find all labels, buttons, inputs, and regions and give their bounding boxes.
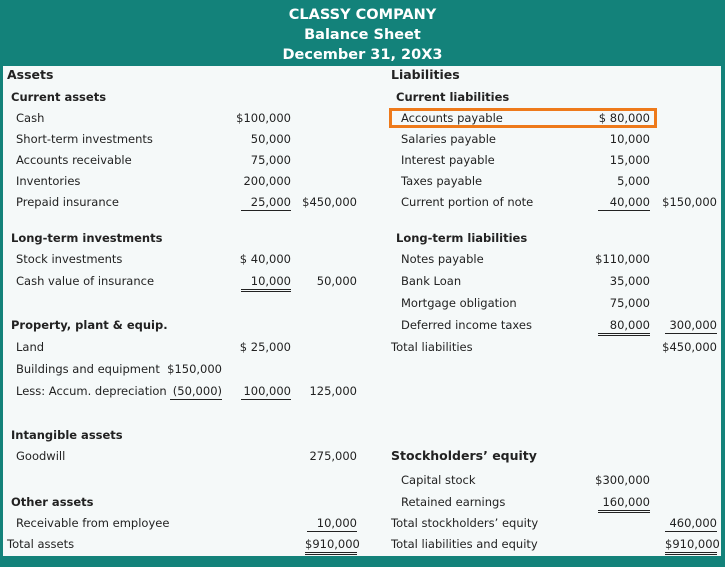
total-liabilities-equity-value: $910,000 [665, 537, 717, 555]
equity-amount: 160,000 [598, 495, 650, 513]
long-term-liabilities-total: 300,000 [665, 318, 717, 334]
total-liabilities-value: $450,000 [662, 340, 717, 354]
assets-heading: Assets [7, 67, 54, 82]
long-term-liabilities-heading: Long-term liabilities [396, 231, 528, 245]
right-border [721, 66, 725, 556]
equity-amount: $300,000 [595, 473, 650, 487]
left-border [0, 66, 3, 556]
liability-amount: 10,000 [609, 132, 650, 146]
asset-amount: 50,000 [250, 132, 291, 146]
liability-label: Accounts payable [401, 111, 503, 125]
intangible-total: 275,000 [309, 449, 357, 463]
statement-title: Balance Sheet [304, 27, 421, 43]
asset-amount: $ 40,000 [239, 252, 291, 266]
asset-label: Stock investments [16, 252, 123, 266]
liability-amount: $ 80,000 [598, 111, 650, 125]
liability-label: Taxes payable [401, 174, 483, 188]
asset-label: Land [16, 340, 45, 354]
liability-amount: 35,000 [609, 274, 650, 288]
asset-label: Buildings and equipment [16, 362, 160, 376]
asset-amount: 200,000 [243, 174, 291, 188]
total-equity-value: 460,000 [665, 516, 717, 532]
company-name: CLASSY COMPANY [288, 7, 437, 23]
asset-label: Short-term investments [16, 132, 153, 146]
asset-amount: 100,000 [241, 384, 291, 400]
asset-pre-amount: (50,000) [170, 384, 222, 400]
asset-label: Prepaid insurance [16, 195, 120, 209]
asset-label: Goodwill [16, 449, 66, 463]
asset-label: Less: Accum. depreciation [16, 384, 167, 398]
sheet-header [0, 0, 725, 66]
liability-amount: $110,000 [595, 252, 650, 266]
liability-amount: 80,000 [598, 318, 650, 336]
asset-label: Cash value of insurance [16, 274, 155, 288]
asset-amount: $100,000 [236, 111, 291, 125]
liability-amount: 5,000 [617, 174, 650, 188]
asset-pre-amount: $150,000 [167, 362, 222, 376]
liability-label: Mortgage obligation [401, 296, 517, 310]
total-liabilities-label: Total liabilities [391, 340, 473, 354]
liability-amount: 40,000 [598, 195, 650, 211]
liabilities-heading: Liabilities [391, 67, 460, 82]
equity-label: Capital stock [401, 473, 476, 487]
liability-label: Current portion of note [401, 195, 534, 209]
asset-label: Cash [16, 111, 45, 125]
asset-amount: 75,000 [250, 153, 291, 167]
asset-label: Receivable from employee [16, 516, 170, 530]
statement-date: December 31, 20X3 [282, 47, 443, 63]
asset-amount: 10,000 [241, 274, 291, 292]
total-assets-value: $910,000 [305, 537, 357, 555]
asset-label: Inventories [16, 174, 81, 188]
sheet-footer [0, 556, 725, 567]
asset-amount: 25,000 [241, 195, 291, 211]
liability-amount: 75,000 [609, 296, 650, 310]
equity-label: Retained earnings [401, 495, 506, 509]
liability-amount: 15,000 [609, 153, 650, 167]
current-liabilities-heading: Current liabilities [396, 90, 510, 104]
ppe-total: 125,000 [309, 384, 357, 398]
current-assets-total: $450,000 [302, 195, 357, 209]
liability-label: Interest payable [401, 153, 495, 167]
liability-label: Deferred income taxes [401, 318, 532, 332]
long-term-investments-total: 50,000 [316, 274, 357, 288]
asset-label: Accounts receivable [16, 153, 132, 167]
total-assets-label: Total assets [7, 537, 75, 551]
intangible-assets-heading: Intangible assets [11, 428, 123, 442]
current-liabilities-total: $150,000 [662, 195, 717, 209]
equity-heading: Stockholders’ equity [391, 448, 537, 463]
other-assets-total: 10,000 [307, 516, 357, 532]
total-equity-label: Total stockholders’ equity [391, 516, 539, 530]
total-liabilities-equity-label: Total liabilities and equity [391, 537, 538, 551]
long-term-investments-heading: Long-term investments [11, 231, 163, 245]
other-assets-heading: Other assets [11, 495, 94, 509]
asset-amount: $ 25,000 [239, 340, 291, 354]
liability-label: Notes payable [401, 252, 484, 266]
liability-label: Bank Loan [401, 274, 462, 288]
liability-label: Salaries payable [401, 132, 497, 146]
ppe-heading: Property, plant & equip. [11, 318, 168, 332]
current-assets-heading: Current assets [11, 90, 107, 104]
